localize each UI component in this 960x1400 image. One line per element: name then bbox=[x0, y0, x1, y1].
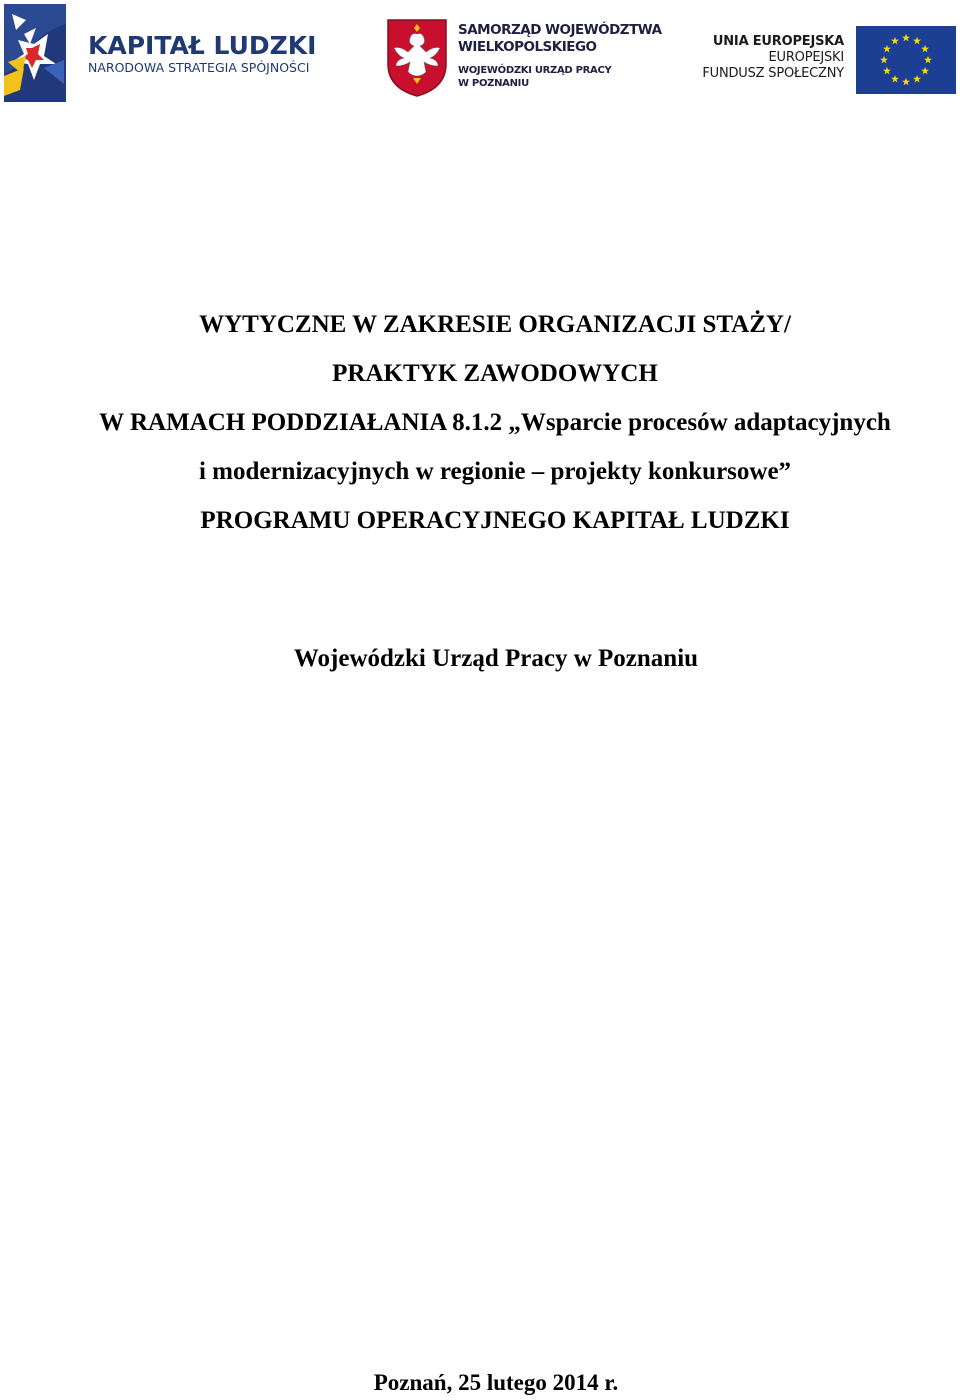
title-line-5: PROGRAMU OPERACYJNEGO KAPITAŁ LUDZKI bbox=[200, 507, 790, 534]
title-line-4: i modernizacyjnych w regionie – projekty konkursowe” bbox=[198, 458, 792, 485]
samorzad-line-2: WIELKOPOLSKIEGO bbox=[458, 39, 597, 55]
issuer: Wojewódzki Urząd Pracy w Poznaniu bbox=[293, 645, 699, 672]
white-eagle-shield-icon bbox=[386, 18, 448, 98]
kapital-ludzki-logo bbox=[4, 4, 317, 104]
samorzad-line-3: WOJEWÓDZKI URZĄD PRACY bbox=[458, 65, 612, 76]
logo-bar bbox=[0, 0, 960, 110]
samorzad-text bbox=[458, 22, 662, 90]
title-line-3: W RAMACH PODDZIAŁANIA 8.1.2 „Wsparcie procesów adaptacyjnych bbox=[99, 409, 891, 436]
kapital-ludzki-title: KAPITAŁ LUDZKI bbox=[88, 31, 317, 60]
place-date: Poznań, 25 lutego 2014 r. bbox=[373, 1370, 619, 1395]
eu-line-2: EUROPEJSKI bbox=[768, 50, 844, 65]
samorzad-line-1: SAMORZĄD WOJEWÓDZTWA bbox=[458, 22, 662, 38]
title-line-2: PRAKTYK ZAWODOWYCH bbox=[332, 360, 658, 387]
document-title bbox=[0, 300, 960, 545]
eu-line-1: UNIA EUROPEJSKA bbox=[712, 34, 844, 49]
title-line-1: WYTYCZNE W ZAKRESIE ORGANIZACJI STAŻY/ bbox=[199, 311, 791, 338]
eu-flag-icon bbox=[856, 26, 956, 94]
eu-logo bbox=[700, 26, 956, 96]
eu-text bbox=[702, 34, 844, 82]
eu-line-3: FUNDUSZ SPOŁECZNY bbox=[702, 66, 844, 81]
kapital-ludzki-star-icon bbox=[4, 4, 66, 102]
kapital-ludzki-subtitle: NARODOWA STRATEGIA SPÓJNOŚCI bbox=[88, 60, 310, 75]
kapital-ludzki-text bbox=[88, 32, 316, 76]
samorzad-line-4: W POZNANIU bbox=[458, 78, 529, 89]
samorzad-logo bbox=[386, 18, 662, 102]
